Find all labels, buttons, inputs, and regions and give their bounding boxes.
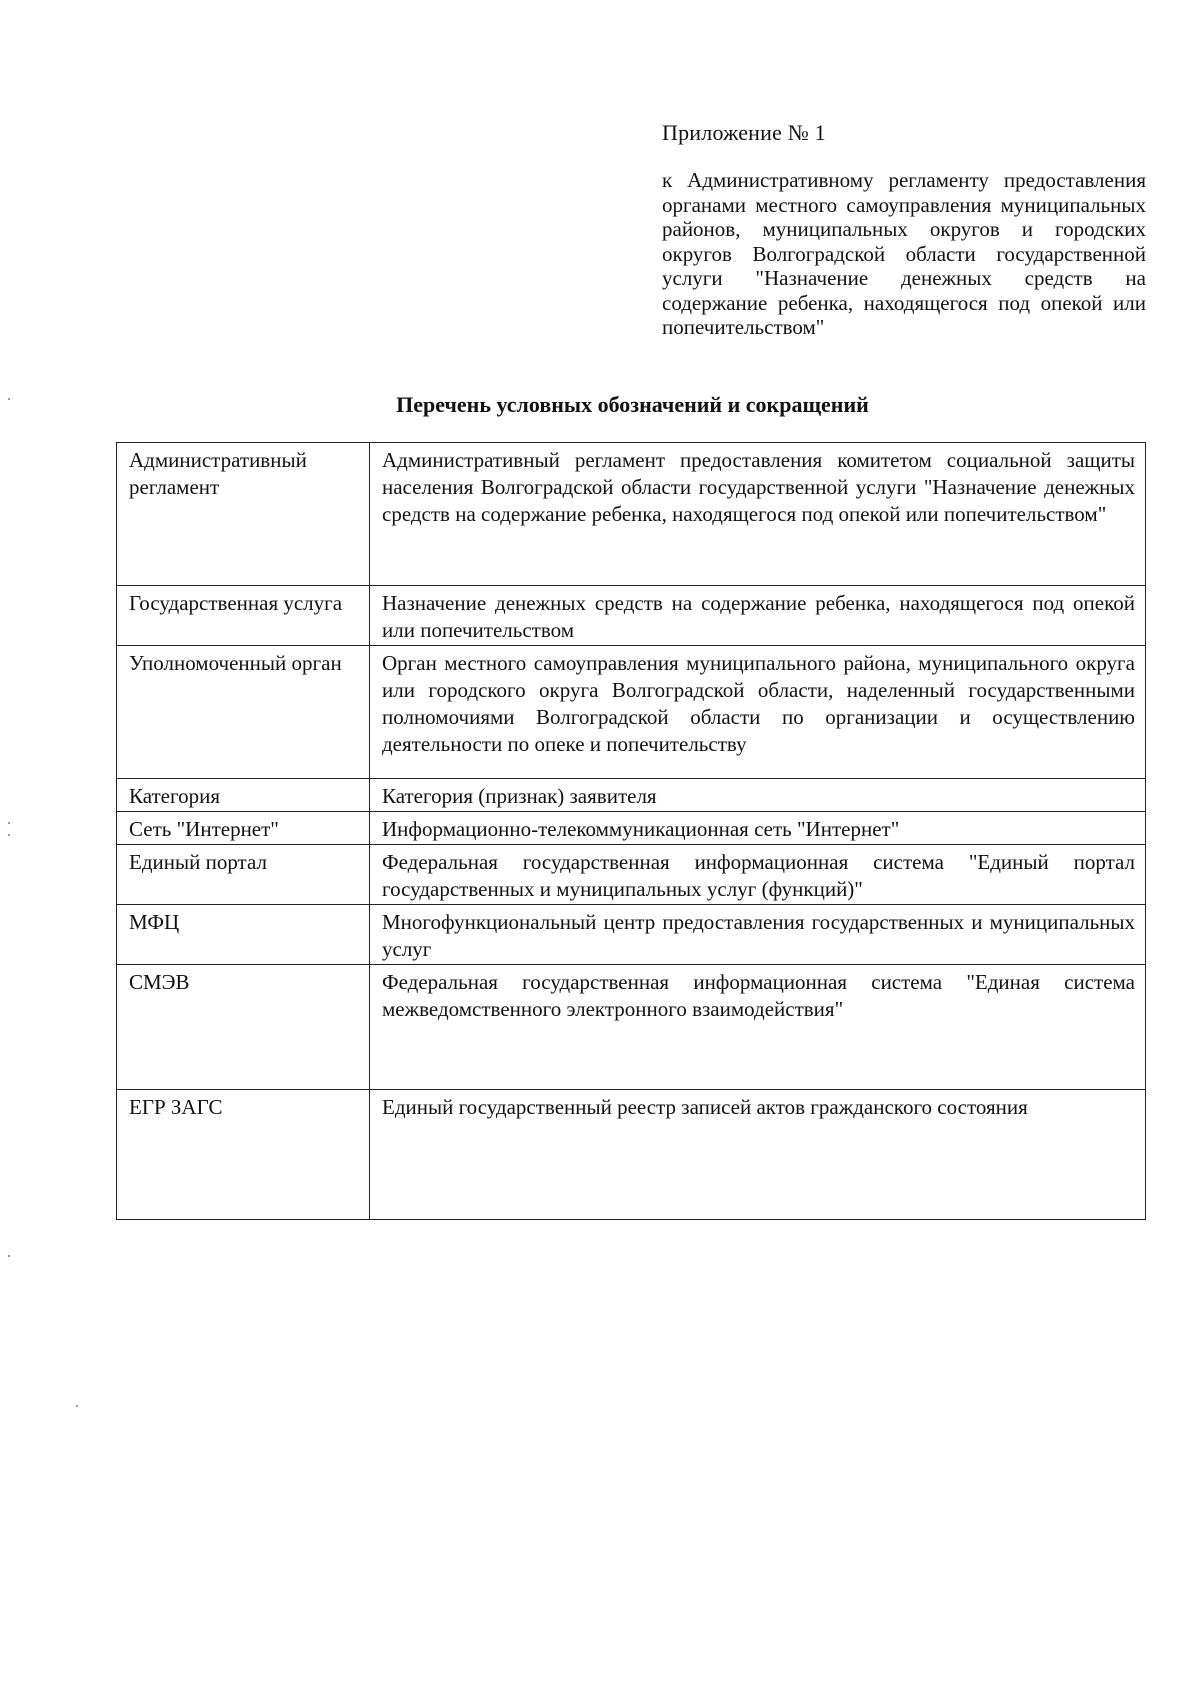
term-cell: СМЭВ bbox=[117, 965, 370, 1090]
scan-speck bbox=[8, 834, 10, 836]
definition-cell: Единый государственный реестр записей актов гражданского состояния bbox=[370, 1090, 1146, 1220]
table-row bbox=[117, 1090, 1146, 1220]
term-cell: МФЦ bbox=[117, 905, 370, 965]
appendix-text: к Административному регламенту предоставления органами местного самоуправления муниципальных районов, муниципальных округов и городских округов Волгоградской области государственной услуги "Назначение денежных средств на содержание ребенка, находящегося под опекой или попечительством" bbox=[662, 168, 1146, 339]
table-row bbox=[117, 905, 1146, 965]
term-cell: Сеть "Интернет" bbox=[117, 812, 370, 845]
definition-cell: Федеральная государственная информационная система "Единая система межведомственного электронного взаимодействия" bbox=[370, 965, 1146, 1090]
table-row bbox=[117, 443, 1146, 586]
appendix-title: Приложение № 1 bbox=[662, 120, 826, 145]
definition-cell: Категория (признак) заявителя bbox=[370, 779, 1146, 812]
definition-cell: Административный регламент предоставления комитетом социальной защиты населения Волгоградской области государственной услуги "Назначение денежных средств на содержание ребенка, находящегося под опекой или попечительством" bbox=[370, 443, 1146, 586]
table-row bbox=[117, 779, 1146, 812]
table-row bbox=[117, 646, 1146, 779]
term-cell: ЕГР ЗАГС bbox=[117, 1090, 370, 1220]
term-cell: Административный регламент bbox=[117, 443, 370, 586]
abbreviations-table bbox=[116, 442, 1146, 1220]
scan-speck bbox=[8, 398, 10, 400]
term-cell: Категория bbox=[117, 779, 370, 812]
table-row bbox=[117, 586, 1146, 646]
definition-cell: Орган местного самоуправления муниципального района, муниципального округа или городского округа Волгоградской области, наделенный государственными полномочиями Волгоградской области по организации и осуществлению деятельности по опеке и попечительству bbox=[370, 646, 1146, 779]
scan-speck bbox=[8, 1255, 10, 1257]
term-cell: Единый портал bbox=[117, 845, 370, 905]
table-row bbox=[117, 812, 1146, 845]
table-row bbox=[117, 845, 1146, 905]
definition-cell: Многофункциональный центр предоставления государственных и муниципальных услуг bbox=[370, 905, 1146, 965]
term-cell: Уполномоченный орган bbox=[117, 646, 370, 779]
definition-cell: Назначение денежных средств на содержание ребенка, находящегося под опекой или попечительством bbox=[370, 586, 1146, 646]
table-row bbox=[117, 965, 1146, 1090]
term-cell: Государственная услуга bbox=[117, 586, 370, 646]
scan-speck bbox=[76, 1405, 78, 1407]
scan-speck bbox=[8, 822, 10, 824]
definition-cell: Федеральная государственная информационная система "Единый портал государственных и муниципальных услуг (функций)" bbox=[370, 845, 1146, 905]
definition-cell: Информационно-телекоммуникационная сеть "Интернет" bbox=[370, 812, 1146, 845]
document-heading: Перечень условных обозначений и сокращений bbox=[396, 392, 869, 417]
